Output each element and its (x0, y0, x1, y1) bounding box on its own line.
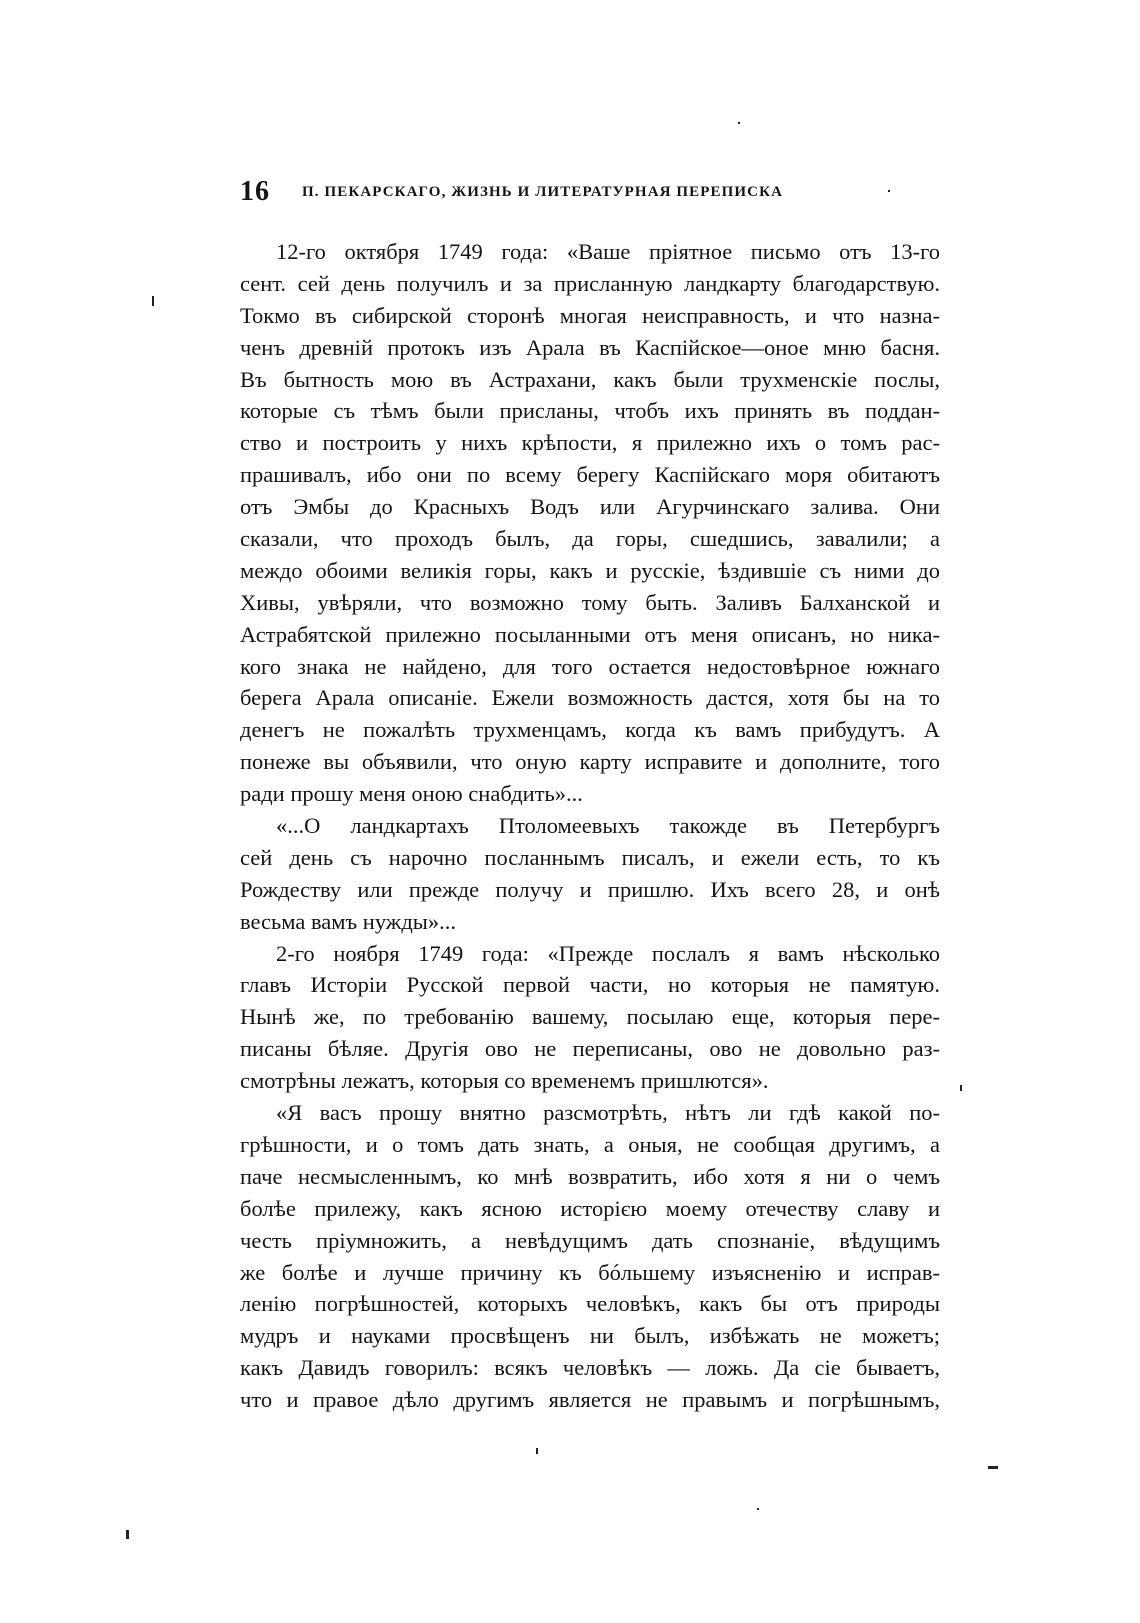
text-line: ленію погрѣшностей, которыхъ человѣкъ, какъ бы отъ природы (240, 1291, 940, 1317)
body-text (240, 236, 940, 1416)
text-line: сент. сей день получилъ и за присланную ландкарту благодарствую. (240, 270, 940, 296)
scan-speck (888, 190, 890, 192)
text-line: мудръ и науками просвѣщенъ ни былъ, избѣжать не можетъ; (240, 1323, 940, 1349)
text-line: писаны бѣляе. Другія ово не переписаны, ово не довольно раз- (240, 1036, 940, 1062)
text-line: «Я васъ прошу внятно разсмотрѣть, нѣтъ ли гдѣ какой по- (276, 1100, 940, 1126)
scan-speck (960, 1085, 962, 1091)
text-line: грѣшности, и о томъ дать знать, а оныя, не сообщая другимъ, а (240, 1131, 940, 1157)
text-line: главъ Исторіи Русской первой части, но которыя не памятую. (240, 972, 940, 998)
text-line: ство и построить у нихъ крѣпости, я прилежно ихъ о томъ рас- (240, 430, 940, 456)
scan-speck (126, 1530, 129, 1539)
scan-speck (757, 1508, 759, 1510)
text-line: 2-го ноября 1749 года: «Прежде послалъ я вамъ нѣсколько (276, 940, 940, 966)
text-line: весьма вамъ нужды»... (240, 908, 457, 934)
text-line: Въ бытность мою въ Астрахани, какъ были трухменскіе послы, (240, 366, 940, 392)
text-line: понеже вы объявили, что оную карту исправите и дополните, того (240, 749, 940, 775)
scan-speck (536, 1448, 538, 1454)
text-line: ради прошу меня оною снабдить»... (240, 781, 583, 807)
text-line: которые съ тѣмъ были присланы, чтобъ ихъ принять въ поддан- (240, 398, 940, 424)
scan-speck (738, 122, 740, 124)
text-line: прашивалъ, ибо они по всему берегу Каспійскаго моря обитаютъ (240, 462, 940, 488)
text-line: кого знака не найдено, для того остается недостовѣрное южнаго (240, 653, 940, 679)
text-line: что и правое дѣло другимъ является не правымъ и погрѣшнымъ, (240, 1387, 940, 1413)
text-line: Нынѣ же, по требованію вашему, посылаю еще, которыя пере- (240, 1004, 940, 1030)
text-line: сказали, что проходъ былъ, да горы, сшедшись, завалили; а (240, 526, 940, 552)
text-line: денегъ не пожалѣть трухменцамъ, когда къ вамъ прибудутъ. А (240, 717, 940, 743)
text-line: Рождеству или прежде получу и пришлю. Ихъ всего 28, и онѣ (240, 876, 940, 902)
text-line: же болѣе и лучше причину къ бóльшему изъясненію и исправ- (240, 1259, 940, 1285)
running-title: П. ПЕКАРСКАГО, ЖИЗНЬ И ЛИТЕРАТУРНАЯ ПЕРЕПИСКА (302, 184, 784, 200)
scan-speck (988, 1466, 998, 1469)
scan-speck (152, 296, 154, 306)
text-line: болѣе прилежу, какъ ясною исторією моему отечеству славу и (240, 1195, 940, 1221)
text-line: Токмо въ сибирской сторонѣ многая неисправность, и что назна- (240, 302, 940, 328)
text-line: смотрѣны лежатъ, которыя со временемъ пришлются». (240, 1068, 769, 1094)
text-line: «...О ландкартахъ Птоломеевыхъ такожде въ Петербургъ (276, 813, 940, 839)
text-line: паче несмысленнымъ, ко мнѣ возвратить, ибо хотя я ни о чемъ (240, 1163, 940, 1189)
text-line: сей день съ нарочно посланнымъ писалъ, и ежели есть, то къ (240, 844, 940, 870)
text-line: Хивы, увѣряли, что возможно тому быть. Заливъ Балханской и (240, 589, 940, 615)
text-line: какъ Давидъ говорилъ: всякъ человѣкъ — ложь. Да сіе бываетъ, (240, 1355, 940, 1381)
page-header (240, 176, 940, 216)
text-line: честь пріумножить, а невѣдущимъ дать спознаніе, вѣдущимъ (240, 1227, 940, 1253)
text-line: 12-го октября 1749 года: «Ваше пріятное письмо отъ 13-го (276, 239, 940, 264)
text-line: междо обоими великія горы, какъ и русскіе, ѣздившіе съ ними до (240, 557, 940, 583)
text-line: отъ Эмбы до Красныхъ Водъ или Агурчинскаго залива. Они (240, 494, 940, 520)
text-line: ченъ древній протокъ изъ Арала въ Каспійское—оное мню басня. (240, 334, 940, 360)
text-line: Астрабятской прилежно посыланными отъ меня описанъ, но ника- (240, 621, 940, 647)
text-line: берега Арала описаніе. Ежели возможность дастся, хотя бы на то (240, 685, 940, 711)
page-number: 16 (240, 176, 270, 207)
